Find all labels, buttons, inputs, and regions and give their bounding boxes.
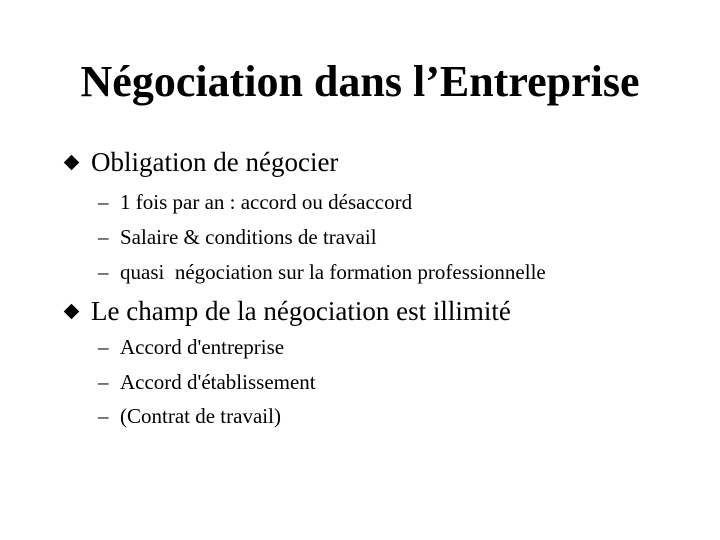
dash-bullet-icon: – — [98, 403, 109, 428]
sub-bullet-text: 1 fois par an : accord ou désaccord — [120, 189, 413, 214]
sub-bullet-item — [98, 402, 281, 430]
dash-bullet-icon: – — [98, 189, 109, 214]
sub-bullet-text: quasi négociation sur la formation professionnelle — [120, 259, 546, 284]
bullet-text: Le champ de la négociation est illimité — [91, 295, 511, 326]
slide-title: Négociation dans l’Entreprise — [80, 57, 640, 106]
bullet-item — [62, 145, 338, 179]
sub-bullet-text: Salaire & conditions de travail — [120, 224, 377, 249]
diamond-bullet-icon — [64, 154, 80, 170]
sub-bullet-item — [98, 258, 546, 286]
sub-bullet-item — [98, 368, 316, 396]
sub-bullet-item — [98, 188, 412, 216]
dash-bullet-icon: – — [98, 259, 109, 284]
sub-bullet-text: Accord d'établissement — [120, 369, 316, 394]
sub-bullet-text: Accord d'entreprise — [120, 334, 285, 359]
diamond-bullet-icon — [64, 303, 80, 319]
dash-bullet-icon: – — [98, 369, 109, 394]
bullet-item — [62, 294, 511, 328]
dash-bullet-icon: – — [98, 334, 109, 359]
sub-bullet-item — [98, 223, 377, 251]
dash-bullet-icon: – — [98, 224, 109, 249]
sub-bullet-text: (Contrat de travail) — [120, 403, 281, 428]
sub-bullet-item — [98, 333, 284, 361]
bullet-text: Obligation de négocier — [91, 146, 339, 177]
